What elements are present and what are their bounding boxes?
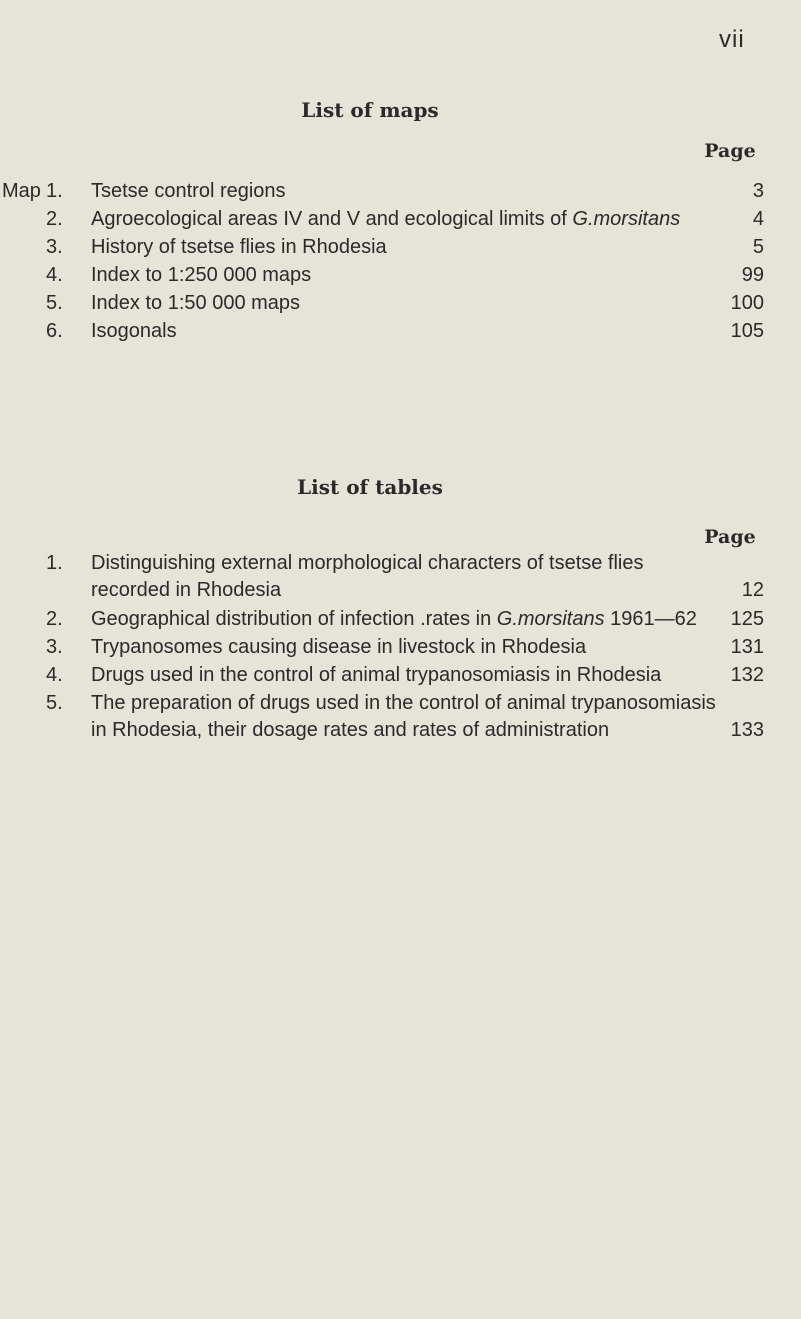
species-name: G.morsitans <box>496 608 605 630</box>
item-title-text: Geographical distribution of infection .rates in <box>91 608 497 630</box>
item-page: 100 <box>730 292 764 314</box>
item-number: 4. <box>46 664 63 686</box>
item-title: Trypanosomes causing disease in livestock in Rhodesia <box>91 636 587 658</box>
item-title: Index to 1:250 000 maps <box>91 264 312 286</box>
tables-page-column-label: Page <box>704 526 756 548</box>
page-number: vii <box>719 26 745 53</box>
map-row-label: Map <box>2 180 41 202</box>
item-title: History of tsetse flies in Rhodesia <box>91 236 387 258</box>
species-name: G.morsitans <box>572 208 681 230</box>
item-number: 1. <box>46 180 63 202</box>
item-number: 1. <box>46 552 63 574</box>
item-number: 5. <box>46 292 63 314</box>
item-page: 125 <box>730 608 764 630</box>
item-title-text: Agroecological areas IV and V and ecological limits of <box>91 208 573 230</box>
item-title-line1: The preparation of drugs used in the control of animal trypanosomiasis <box>91 692 716 714</box>
item-page: 133 <box>730 719 764 741</box>
item-page: 99 <box>741 264 764 286</box>
item-page: 4 <box>752 208 764 230</box>
item-page: 132 <box>730 664 764 686</box>
item-title <box>91 208 680 231</box>
item-number: 3. <box>46 236 63 258</box>
item-title: Isogonals <box>91 320 177 342</box>
item-title: Index to 1:50 000 maps <box>91 292 301 314</box>
item-title: Tsetse control regions <box>91 180 286 202</box>
item-title <box>91 608 697 631</box>
item-title-text: 1961—62 <box>604 608 697 630</box>
maps-heading: List of maps <box>301 98 439 122</box>
item-page: 105 <box>730 320 764 342</box>
item-number: 6. <box>46 320 63 342</box>
item-title-line2: recorded in Rhodesia <box>91 579 282 601</box>
item-page: 12 <box>741 579 764 601</box>
maps-page-column-label: Page <box>704 140 756 162</box>
item-page: 5 <box>752 236 764 258</box>
item-number: 5. <box>46 692 63 714</box>
tables-heading: List of tables <box>297 475 443 499</box>
item-page: 131 <box>730 636 764 658</box>
item-number: 3. <box>46 636 63 658</box>
item-number: 2. <box>46 208 63 230</box>
item-number: 2. <box>46 608 63 630</box>
item-number: 4. <box>46 264 63 286</box>
item-page: 3 <box>752 180 764 202</box>
item-title-line1: Distinguishing external morphological characters of tsetse flies <box>91 552 644 574</box>
item-title-line2: in Rhodesia, their dosage rates and rates of administration <box>91 719 610 741</box>
item-title: Drugs used in the control of animal trypanosomiasis in Rhodesia <box>91 664 662 686</box>
